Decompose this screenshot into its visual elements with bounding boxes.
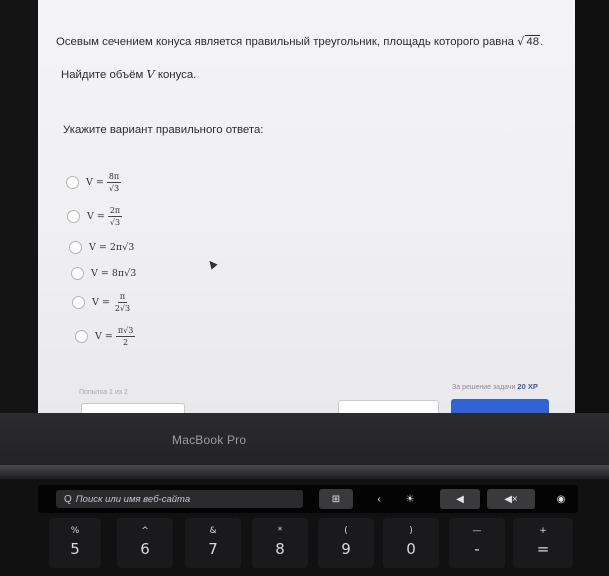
fraction-numerator: 8π <box>108 172 120 181</box>
browser-screen <box>38 0 575 413</box>
key-7[interactable] <box>185 518 241 568</box>
key-6[interactable] <box>117 518 173 568</box>
reward-value: 20 XP <box>517 382 538 391</box>
key-char: = <box>536 540 550 558</box>
radio-button[interactable] <box>71 267 84 280</box>
key-shift-char: % <box>70 526 80 536</box>
siri-icon[interactable]: ◉ <box>556 493 566 505</box>
reward-info <box>452 382 538 391</box>
radio-button[interactable] <box>67 210 80 223</box>
touchbar-search-label: Поиск или имя веб-сайта <box>75 493 191 505</box>
formula-lhs: V = <box>95 331 113 342</box>
mouse-cursor-icon <box>206 258 217 269</box>
key-char: 5 <box>70 540 80 558</box>
secondary-button[interactable] <box>81 403 185 413</box>
fraction <box>107 172 121 193</box>
new-tab-icon[interactable]: ⊞ <box>319 489 353 509</box>
option-formula <box>87 206 122 227</box>
reward-prefix: За решение задачи <box>452 384 516 391</box>
find-text <box>61 67 196 81</box>
find-pre: Найдите объём <box>61 69 147 81</box>
key-shift-char: * <box>277 526 283 536</box>
key-shift-char: — <box>472 526 482 536</box>
key-char: 7 <box>208 540 218 558</box>
find-post: конуса. <box>154 69 197 81</box>
radio-button[interactable] <box>75 330 88 343</box>
answer-option-1[interactable] <box>66 172 121 193</box>
key-shift-char: ) <box>409 526 413 536</box>
question-post: . <box>540 36 544 48</box>
laptop-brand: MacBook Pro <box>172 433 247 447</box>
key-8[interactable] <box>252 518 308 568</box>
formula-lhs: V = 8π√3 <box>91 268 137 279</box>
key-shift-char: & <box>209 526 217 536</box>
question-radical: √ <box>517 34 525 48</box>
formula-lhs: V = <box>87 211 105 222</box>
fraction <box>108 206 122 227</box>
fraction <box>116 326 135 347</box>
answer-option-4[interactable] <box>71 267 136 280</box>
key-9[interactable] <box>318 518 374 568</box>
photo-margin-right <box>575 0 609 415</box>
formula-lhs: V = 2π√3 <box>89 242 135 253</box>
back-icon[interactable]: ‹ <box>377 493 381 505</box>
laptop-hinge <box>0 465 609 479</box>
answer-prompt: Укажите вариант правильного ответа: <box>63 124 264 136</box>
search-icon: Q <box>64 493 72 505</box>
attempt-counter: Попытка 1 из 2 <box>79 389 128 396</box>
answer-option-3[interactable] <box>69 241 134 254</box>
photo-margin-left <box>0 0 38 415</box>
fraction-denominator: √3 <box>108 184 120 193</box>
key-shift-char: + <box>539 526 547 536</box>
question-radicand: 48 <box>526 36 540 48</box>
key-char: 9 <box>341 540 351 558</box>
fraction-numerator: π√3 <box>117 326 134 335</box>
submit-button[interactable] <box>451 399 549 413</box>
key-0[interactable] <box>383 518 439 568</box>
fraction-numerator: π <box>119 292 126 301</box>
laptop-bezel <box>0 413 609 465</box>
key-equals[interactable] <box>513 518 573 568</box>
option-formula <box>86 172 121 193</box>
key-char: 8 <box>275 540 285 558</box>
radio-button[interactable] <box>69 241 82 254</box>
skip-button[interactable] <box>338 400 439 413</box>
answer-option-6[interactable] <box>75 326 135 347</box>
key-char: 6 <box>140 540 150 558</box>
answer-option-5[interactable] <box>72 292 132 313</box>
touchbar-search-field[interactable] <box>56 490 303 508</box>
fraction-numerator: 2π <box>109 206 121 215</box>
find-var: V <box>146 67 155 81</box>
question-pre: Осевым сечением конуса является правильный треугольник, площадь которого равна <box>56 36 518 48</box>
fraction <box>113 292 132 313</box>
option-formula <box>89 242 134 253</box>
brightness-icon[interactable]: ☀ <box>405 493 415 505</box>
key-char: 0 <box>406 540 416 558</box>
key-minus[interactable] <box>449 518 505 568</box>
key-shift-char: ( <box>344 526 348 536</box>
key-char: - <box>474 540 480 558</box>
fraction-denominator: √3 <box>109 218 121 227</box>
question-text <box>56 34 543 48</box>
fraction-denominator: 2 <box>123 338 129 347</box>
radio-button[interactable] <box>66 176 79 189</box>
option-formula <box>95 326 135 347</box>
option-formula <box>92 292 132 313</box>
key-5[interactable] <box>49 518 101 568</box>
radio-button[interactable] <box>72 296 85 309</box>
mute-icon[interactable]: ◀× <box>487 489 535 509</box>
formula-lhs: V = <box>92 297 110 308</box>
formula-lhs: V = <box>86 177 104 188</box>
option-formula <box>91 268 136 279</box>
fraction-denominator: 2√3 <box>114 304 131 313</box>
key-shift-char: ^ <box>141 526 149 536</box>
volume-icon[interactable]: ◀ <box>440 489 480 509</box>
answer-option-2[interactable] <box>67 206 122 227</box>
